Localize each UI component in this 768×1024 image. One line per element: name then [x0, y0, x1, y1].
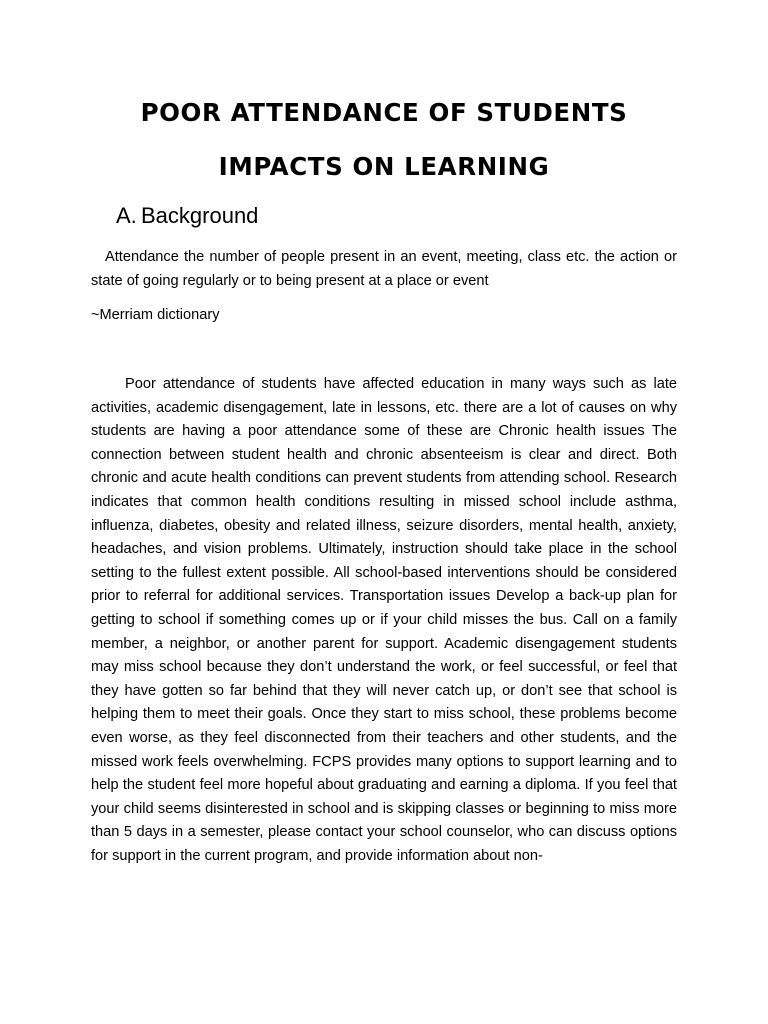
document-title-line-1: POOR ATTENDANCE OF STUDENTS [140, 98, 628, 127]
section-heading-text: Background [141, 203, 259, 228]
section-heading [116, 203, 258, 229]
definition-paragraph: Attendance the number of people present in an event, meeting, class etc. the action or state of going regularly or to being present at a place or event [91, 249, 677, 289]
document-title-line-2: IMPACTS ON LEARNING [218, 152, 550, 181]
body-paragraph: Poor attendance of students have affected education in many ways such as late activities, academic disengagement, late in lessons, etc. there are a lot of causes on why students are having a poor attendance some of these are Chronic health issues The connection between student health and chronic absenteeism is clear and direct. Both chronic and acute health conditions can prevent students from attending school. Research indicates that common health conditions resulting in missed school include asthma, influenza, diabetes, obesity and related illness, seizure disorders, mental health, anxiety, headaches, and vision problems. Ultimately, instruction should take place in the school setting to the fullest extent possible. All school-based interventions should be considered prior to referral for additional services. Transportation issues Develop a back-up plan for getting to school if something comes up or if your child misses the bus. Call on a family member, a neighbor, or another parent for support. Academic disengagement students may miss school because they don’t understand the work, or feel successful, or feel that they have gotten so far behind that they will never catch up, or don’t see that school is helping them to meet their goals. Once they start to miss school, these problems become even worse, as they feel disconnected from their teachers and other students, and the missed work feels overwhelming. FCPS provides many options to support learning and to help the student feel more hopeful about graduating and earning a diploma. If you feel that your child seems disinterested in school and is skipping classes or beginning to miss more than 5 days in a semester, please contact your school counselor, who can discuss options for support in the current program, and provide information about non- [91, 376, 677, 864]
section-number: A. [116, 203, 137, 228]
definition-source: ~Merriam dictionary [91, 307, 220, 323]
